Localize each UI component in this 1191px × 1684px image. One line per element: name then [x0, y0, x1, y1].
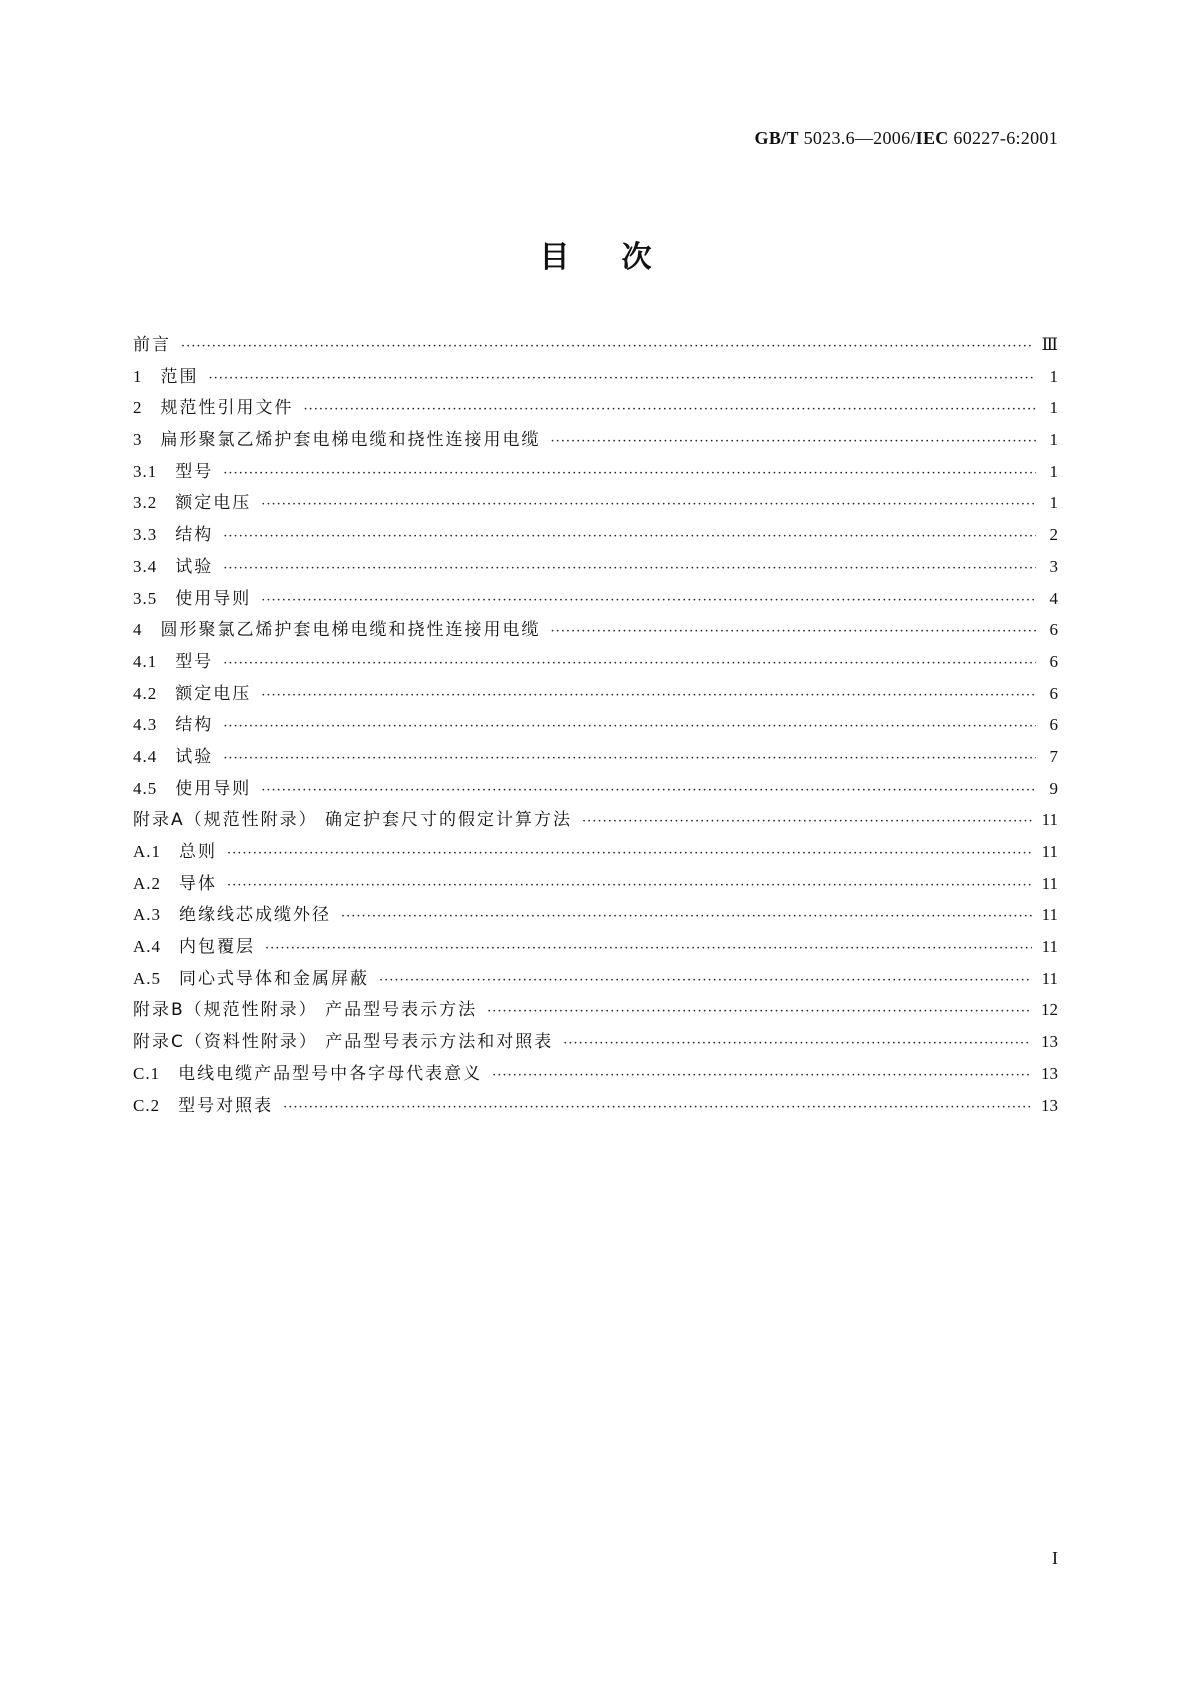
toc-dot-leader: [265, 933, 1032, 965]
standard-code: [755, 128, 1058, 149]
toc-entry-page: 6: [1049, 620, 1058, 640]
toc-entry-page: 13: [1041, 1032, 1058, 1052]
toc-entry-page: 11: [1041, 968, 1058, 988]
toc-dot-leader: [223, 743, 1036, 775]
toc-dot-leader: [563, 1028, 1031, 1060]
toc-entry-number: 3.5: [133, 588, 158, 608]
toc-entry-page: 11: [1041, 873, 1058, 893]
toc-entry-label: 使用导则: [175, 778, 252, 799]
toc-entry-label: 前言: [133, 335, 171, 355]
toc-entry-number: 4.3: [133, 715, 158, 735]
toc-entry-label: 扁形聚氯乙烯护套电梯电缆和挠性连接用电缆: [160, 430, 541, 451]
toc-dot-leader: [261, 489, 1036, 521]
toc-entry-page: 1: [1049, 493, 1058, 513]
toc-entry[interactable]: [133, 519, 1058, 551]
toc-entry[interactable]: [133, 709, 1058, 741]
toc-entry-page: 1: [1049, 461, 1058, 481]
toc-entry-label: 使用导则: [175, 588, 252, 609]
toc-entry-label: 试验: [175, 556, 214, 577]
toc-dot-leader: [551, 426, 1037, 458]
toc-entry-page: 11: [1041, 842, 1058, 861]
toc-dot-leader: [223, 553, 1036, 585]
toc-entry-number: A.1: [133, 842, 162, 861]
toc-entry[interactable]: [133, 1090, 1058, 1122]
toc-entry-label: 圆形聚氯乙烯护套电梯电缆和挠性连接用电缆: [160, 620, 541, 641]
toc-entry-label: 电线电缆产品型号中各字母代表意义: [178, 1063, 483, 1084]
page-number: I: [1052, 1548, 1058, 1568]
toc-entry-page: 4: [1049, 588, 1058, 608]
toc-entry[interactable]: [133, 868, 1058, 900]
standard-number: 5023.6—2006/: [798, 128, 916, 148]
toc-entry-page: 6: [1049, 715, 1058, 735]
toc-entry-label: 范围: [160, 366, 199, 387]
toc-entry-label: 型号: [175, 651, 214, 672]
table-of-contents: [133, 329, 1058, 1121]
toc-entry-number: C.1: [133, 1063, 161, 1083]
toc-entry-label: 总则: [179, 842, 218, 862]
toc-entry[interactable]: [133, 551, 1058, 583]
toc-entry[interactable]: [133, 583, 1058, 615]
toc-entry[interactable]: [133, 836, 1058, 868]
toc-dot-leader: [209, 363, 1037, 395]
toc-entry[interactable]: [133, 678, 1058, 710]
toc-dot-leader: [261, 680, 1036, 712]
toc-entry[interactable]: [133, 614, 1058, 646]
toc-entry[interactable]: [133, 963, 1058, 995]
toc-entry-page: 3: [1049, 556, 1058, 576]
toc-dot-leader: [223, 648, 1036, 680]
toc-entry[interactable]: [133, 1026, 1058, 1058]
toc-dot-leader: [283, 1092, 1031, 1124]
toc-entry-number: A.5: [133, 968, 162, 988]
toc-entry-page: 1: [1049, 430, 1058, 450]
toc-entry-number: 4.5: [133, 778, 158, 798]
toc-dot-leader: [304, 394, 1037, 426]
toc-entry-label: 型号对照表: [178, 1095, 274, 1116]
toc-dot-leader: [227, 870, 1032, 902]
toc-entry-number: 3.4: [133, 556, 158, 576]
iec-prefix: IEC: [915, 128, 949, 148]
toc-entry-page: 1: [1049, 366, 1058, 386]
toc-entry-label: 试验: [175, 746, 214, 767]
toc-dot-leader: [487, 996, 1031, 1028]
toc-entry[interactable]: [133, 487, 1058, 519]
toc-entry-label: 附录C（资料性附录） 产品型号表示方法和对照表: [133, 1032, 554, 1053]
toc-entry-label: 额定电压: [175, 683, 252, 704]
toc-entry-page: Ⅲ: [1041, 335, 1058, 354]
toc-title: 目次: [539, 240, 704, 275]
toc-dot-leader: [492, 1060, 1031, 1092]
toc-entry-page: 2: [1049, 525, 1058, 545]
toc-entry-page: 6: [1049, 651, 1058, 671]
toc-dot-leader: [582, 806, 1032, 838]
toc-entry-number: 3.1: [133, 461, 158, 481]
standard-prefix: GB/T: [754, 128, 799, 148]
toc-entry-label: 同心式导体和金属屏蔽: [179, 968, 370, 989]
toc-entry-number: 4.4: [133, 746, 158, 766]
toc-dot-leader: [341, 901, 1032, 933]
toc-entry[interactable]: [133, 741, 1058, 773]
toc-entry-page: 11: [1041, 937, 1058, 957]
toc-entry-label: 附录B（规范性附录） 产品型号表示方法: [133, 1000, 478, 1021]
toc-dot-leader: [379, 965, 1032, 997]
toc-entry[interactable]: [133, 392, 1058, 424]
toc-entry-number: 1: [133, 366, 143, 386]
toc-dot-leader: [261, 775, 1036, 807]
toc-entry[interactable]: [133, 1058, 1058, 1090]
toc-entry[interactable]: [133, 994, 1058, 1026]
toc-entry[interactable]: [133, 456, 1058, 488]
toc-entry-label: 绝缘线芯成缆外径: [179, 905, 332, 926]
toc-entry-number: 2: [133, 398, 143, 418]
toc-entry-number: 4.1: [133, 651, 158, 671]
toc-entry-number: 3: [133, 430, 143, 450]
toc-entry-number: 4: [133, 620, 143, 640]
toc-entry[interactable]: [133, 899, 1058, 931]
toc-entry-label: 额定电压: [175, 493, 252, 514]
toc-entry-page: 1: [1049, 398, 1058, 418]
toc-dot-leader: [261, 585, 1036, 617]
toc-entry-number: A.3: [133, 905, 162, 925]
toc-entry-page: 7: [1049, 746, 1058, 766]
toc-entry-label: 规范性引用文件: [160, 398, 294, 419]
toc-entry[interactable]: [133, 804, 1058, 836]
toc-entry-page: 11: [1041, 810, 1058, 830]
toc-entry-label: 型号: [175, 461, 214, 482]
toc-entry-label: 结构: [175, 525, 214, 546]
toc-entry[interactable]: [133, 931, 1058, 963]
toc-dot-leader: [551, 616, 1037, 648]
toc-dot-leader: [181, 331, 1032, 363]
toc-entry-label: 附录A（规范性附录） 确定护套尺寸的假定计算方法: [133, 810, 573, 831]
toc-entry-page: 12: [1041, 1000, 1058, 1020]
toc-entry-label: 导体: [179, 873, 218, 894]
toc-entry[interactable]: [133, 361, 1058, 393]
iec-number: 60227-6:2001: [948, 128, 1058, 148]
toc-entry-page: 6: [1049, 683, 1058, 703]
toc-dot-leader: [223, 521, 1036, 553]
toc-entry-number: 3.2: [133, 493, 158, 513]
toc-entry-number: C.2: [133, 1095, 161, 1115]
toc-entry-number: 3.3: [133, 525, 158, 545]
toc-entry[interactable]: [133, 773, 1058, 805]
toc-dot-leader: [223, 711, 1036, 743]
toc-entry-label: 内包覆层: [179, 937, 256, 958]
toc-entry-number: A.4: [133, 937, 162, 957]
toc-entry-number: 4.2: [133, 683, 158, 703]
toc-entry-page: 11: [1041, 905, 1058, 925]
toc-entry[interactable]: [133, 329, 1058, 361]
toc-entry-page: 9: [1049, 778, 1058, 798]
toc-entry-number: A.2: [133, 873, 162, 893]
toc-dot-leader: [223, 458, 1036, 490]
toc-entry-page: 13: [1041, 1095, 1058, 1115]
toc-entry[interactable]: [133, 424, 1058, 456]
toc-entry[interactable]: [133, 646, 1058, 678]
toc-entry-label: 结构: [175, 715, 214, 736]
toc-entry-page: 13: [1041, 1063, 1058, 1083]
toc-dot-leader: [227, 838, 1032, 870]
